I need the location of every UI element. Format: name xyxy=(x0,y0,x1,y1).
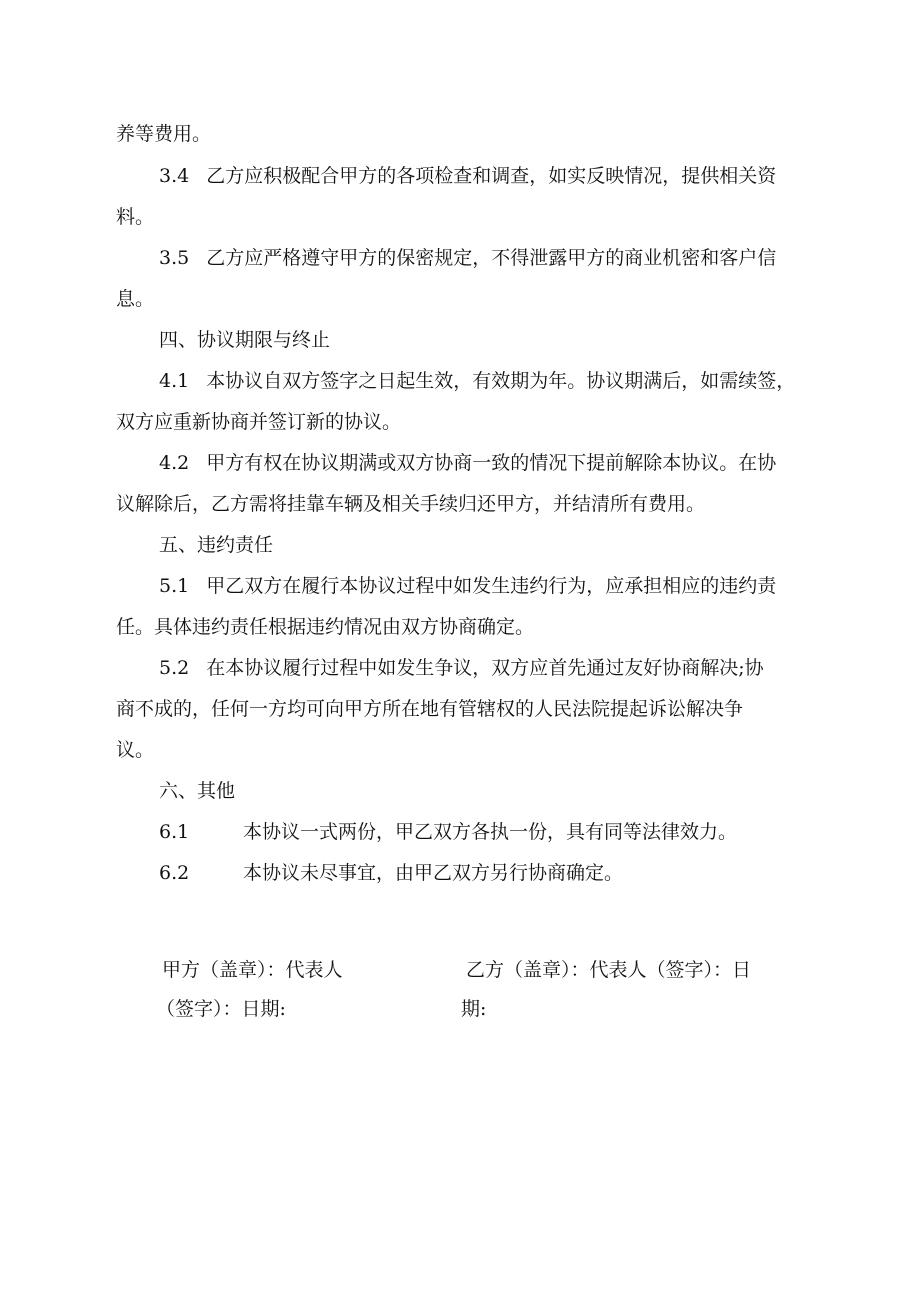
clause-number: 4.2 xyxy=(159,452,190,474)
section-heading-6: 六、其他 xyxy=(159,780,236,802)
clause-number: 5.1 xyxy=(159,575,190,597)
clause-5-2-cont2: 议。 xyxy=(116,739,155,761)
clause-4-2-cont: 议解除后，乙方需将挂靠车辆及相关手续归还甲方，并结清所有费用。 xyxy=(116,493,706,515)
section-heading-4: 四、协议期限与终止 xyxy=(159,329,331,351)
clause-number: 6.1 xyxy=(159,821,190,843)
clause-3-4 xyxy=(159,164,776,188)
clause-number: 4.1 xyxy=(159,370,190,392)
clause-number: 3.5 xyxy=(159,247,190,269)
clause-number: 6.2 xyxy=(159,862,190,884)
section-heading-5: 五、违约责任 xyxy=(159,534,274,556)
clause-4-1 xyxy=(159,369,795,393)
clause-text: 本协议未尽事宜，由甲乙双方另行协商确定。 xyxy=(243,862,624,884)
clause-text: 乙方应积极配合甲方的各项检查和调查，如实反映情况，提供相关资 xyxy=(206,165,777,187)
clause-4-1-cont: 双方应重新协商并签订新的协议。 xyxy=(116,411,402,433)
clause-number: 3.4 xyxy=(159,165,190,187)
clause-4-2 xyxy=(159,451,776,475)
clause-text: 在本协议履行过程中如发生争议，双方应首先通过友好协商解决;协 xyxy=(206,657,764,679)
clause-6-1 xyxy=(159,820,737,844)
continued-text: 养等费用。 xyxy=(116,123,212,145)
clause-5-1 xyxy=(159,574,776,598)
clause-text: 甲乙双方在履行本协议过程中如发生违约行为，应承担相应的违约责 xyxy=(206,575,777,597)
clause-3-5 xyxy=(159,246,776,270)
party-b-signature-line1: 乙方（盖章）：代表人（签字）：日 xyxy=(466,959,752,981)
clause-6-2 xyxy=(159,861,623,885)
clause-5-2 xyxy=(159,656,764,680)
clause-3-4-cont: 料。 xyxy=(116,206,155,228)
clause-5-2-cont: 商不成的，任何一方均可向甲方所在地有管辖权的人民法院提起诉讼解决争 xyxy=(116,698,744,720)
party-b-signature-line2: 期: xyxy=(461,998,487,1020)
clause-text: 本协议自双方签字之日起生效，有效期为年。协议期满后，如需续签， xyxy=(206,370,796,392)
clause-number: 5.2 xyxy=(159,657,190,679)
clause-5-1-cont: 任。具体违约责任根据违约情况由双方协商确定。 xyxy=(116,616,535,638)
party-a-signature-line1: 甲方（盖章）：代表人 xyxy=(162,959,343,981)
party-a-signature-line2: （签字）：日期: xyxy=(156,998,286,1020)
clause-text: 甲方有权在协议期满或双方协商一致的情况下提前解除本协议。在协 xyxy=(206,452,777,474)
clause-text: 乙方应严格遵守甲方的保密规定，不得泄露甲方的商业机密和客户信 xyxy=(206,247,777,269)
clause-text: 本协议一式两份，甲乙双方各执一份，具有同等法律效力。 xyxy=(243,821,738,843)
clause-3-5-cont: 息。 xyxy=(116,288,155,310)
